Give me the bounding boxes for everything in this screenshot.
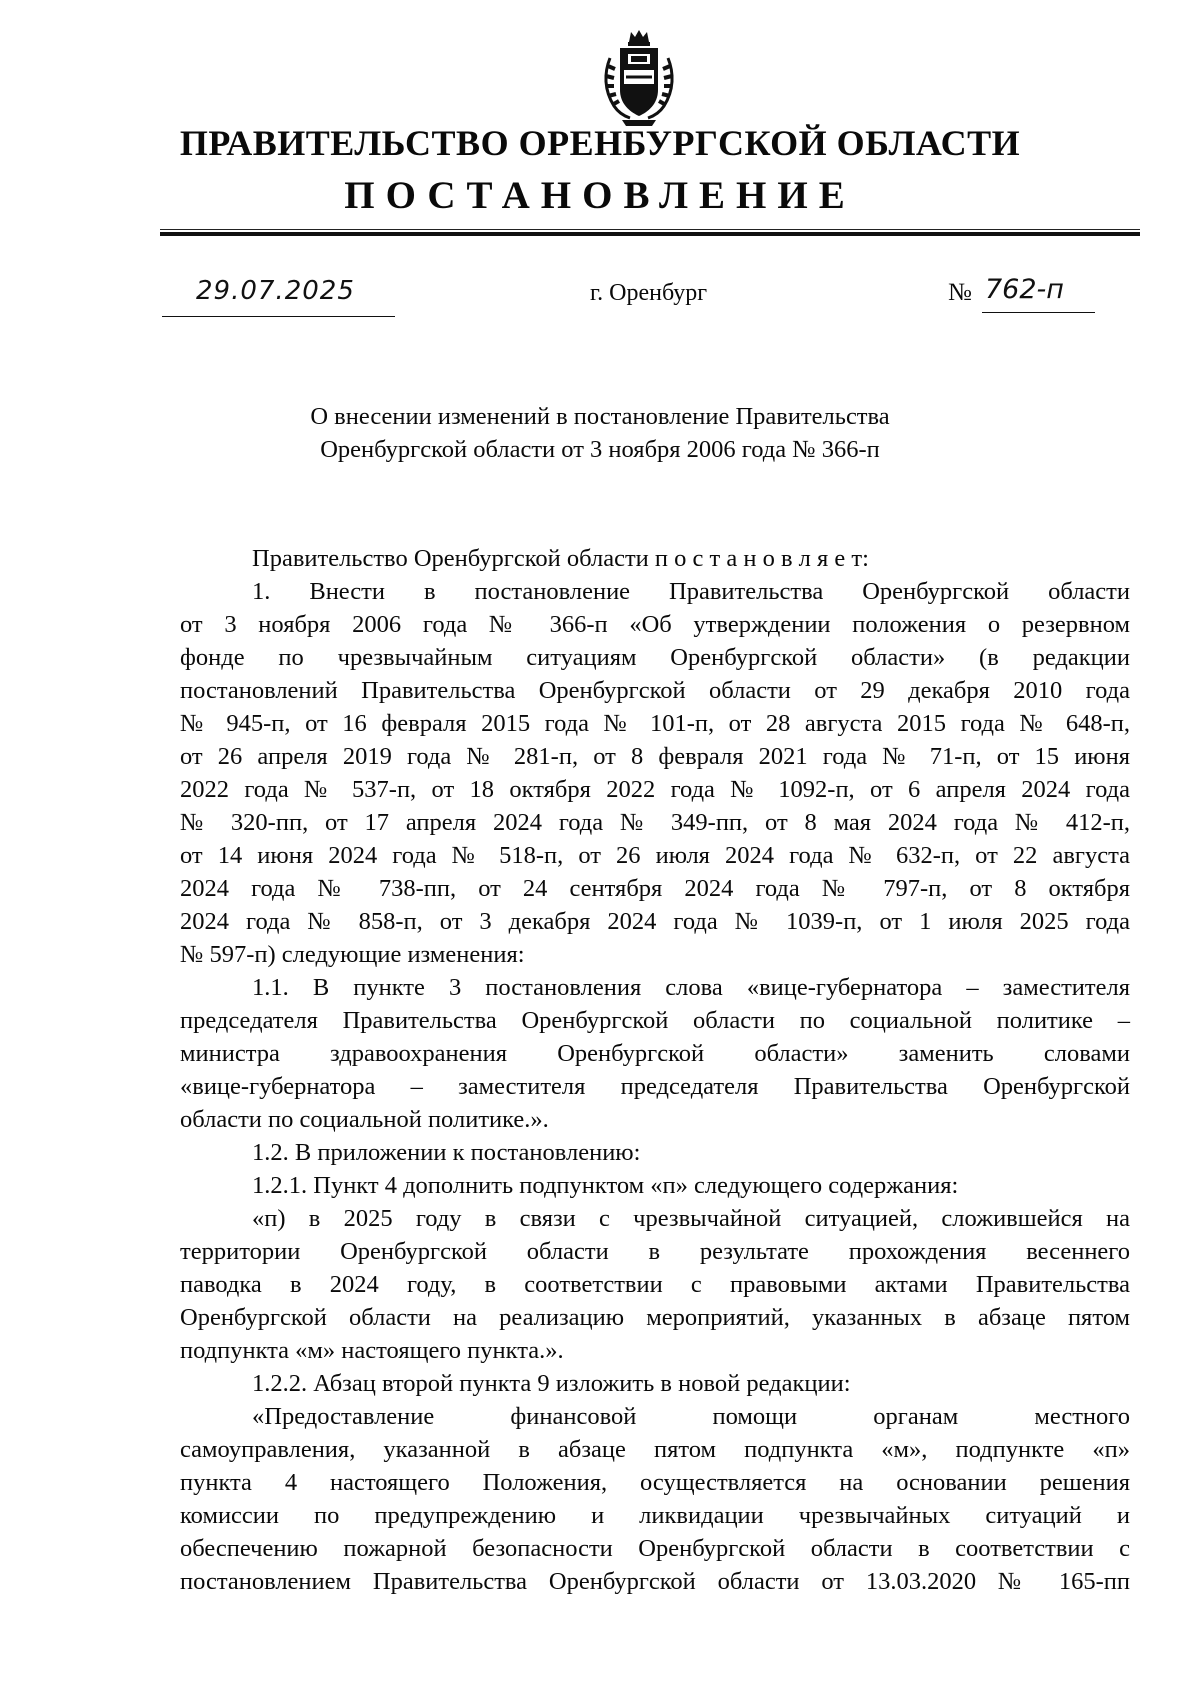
body-line: министра здравоохранения Оренбургской области» заменить словами <box>180 1040 1130 1067</box>
body-line: 2022 года № 537-п, от 18 октября 2022 года № 1092-п, от 6 апреля 2024 года <box>180 776 1130 803</box>
subject-line: О внесении изменений в постановление Правительства <box>310 403 890 430</box>
body-line: «вице-губернатора – заместителя председателя Правительства Оренбургской <box>180 1073 1130 1100</box>
body-line: постановлений Правительства Оренбургской области от 29 декабря 2010 года <box>180 677 1130 704</box>
body-line: 1.2.1. Пункт 4 дополнить подпунктом «п» следующего содержания: <box>252 1172 959 1199</box>
number-underline <box>982 312 1095 313</box>
body-line: Оренбургской области на реализацию мероприятий, указанных в абзаце пятом <box>180 1304 1130 1331</box>
document-number: 762-п <box>985 274 1064 305</box>
document-number-label: № <box>948 279 972 306</box>
body-line: № 320-пп, от 17 апреля 2024 года № 349-пп, от 8 мая 2024 года № 412-п, <box>180 809 1130 836</box>
body-line: от 3 ноября 2006 года № 366-п «Об утверждении положения о резервном <box>180 611 1130 638</box>
body-line: паводка в 2024 году, в соответствии с правовыми актами Правительства <box>180 1271 1130 1298</box>
document-body <box>180 542 1130 1598</box>
body-line: 1. Внести в постановление Правительства Оренбургской области <box>252 578 1130 605</box>
body-line: 1.2.2. Абзац второй пункта 9 изложить в новой редакции: <box>252 1370 851 1397</box>
document-city: г. Оренбург <box>590 280 708 306</box>
body-line: фонде по чрезвычайным ситуациям Оренбургской области» (в редакции <box>180 644 1130 671</box>
document-date: 29.07.2025 <box>196 276 355 306</box>
header-divider-thick <box>160 232 1140 236</box>
body-line: 1.2. В приложении к постановлению: <box>252 1139 641 1166</box>
government-title: ПРАВИТЕЛЬСТВО ОРЕНБУРГСКОЙ ОБЛАСТИ <box>179 123 1021 163</box>
body-line: постановлением Правительства Оренбургской области от 13.03.2020 № 165-пп <box>180 1568 1130 1595</box>
document-type-title: ПОСТАНОВЛЕНИЕ <box>344 174 856 217</box>
body-line: обеспечению пожарной безопасности Оренбургской области в соответствии с <box>180 1535 1130 1562</box>
body-line: самоуправления, указанной в абзаце пятом подпункта «м», подпункте «п» <box>180 1436 1130 1463</box>
body-line: 1.1. В пункте 3 постановления слова «вице-губернатора – заместителя <box>252 974 1130 1001</box>
body-line: 2024 года № 858-п, от 3 декабря 2024 года № 1039-п, от 1 июля 2025 года <box>180 908 1130 935</box>
body-line: 2024 года № 738-пп, от 24 сентября 2024 года № 797-п, от 8 октября <box>180 875 1130 902</box>
body-line: комиссии по предупреждению и ликвидации чрезвычайных ситуаций и <box>180 1502 1130 1529</box>
subject-line: Оренбургской области от 3 ноября 2006 года № 366-п <box>320 436 880 463</box>
body-line: от 26 апреля 2019 года № 281-п, от 8 февраля 2021 года № 71-п, от 15 июня <box>180 743 1130 770</box>
body-line: территории Оренбургской области в результате прохождения весеннего <box>180 1238 1130 1265</box>
body-line: от 14 июня 2024 года № 518-п, от 26 июля 2024 года № 632-п, от 22 августа <box>180 842 1130 869</box>
body-line: № 945-п, от 16 февраля 2015 года № 101-п, от 28 августа 2015 года № 648-п, <box>180 710 1130 737</box>
body-line: «Предоставление финансовой помощи органам местного <box>252 1403 1130 1430</box>
body-line: подпункта «м» настоящего пункта.». <box>180 1337 564 1364</box>
body-line: «п) в 2025 году в связи с чрезвычайной ситуацией, сложившейся на <box>252 1205 1130 1232</box>
header-divider-thin <box>160 229 1140 230</box>
document-subject <box>0 400 1200 466</box>
body-line: председателя Правительства Оренбургской области по социальной политике – <box>180 1007 1130 1034</box>
body-line: области по социальной политике.». <box>180 1106 549 1133</box>
body-line: пункта 4 настоящего Положения, осуществляется на основании решения <box>180 1469 1130 1496</box>
preamble: Правительство Оренбургской области п о с т а н о в л я е т: <box>252 545 869 572</box>
body-line: № 597-п) следующие изменения: <box>180 941 525 968</box>
date-underline <box>162 316 395 317</box>
coat-of-arms-emblem <box>598 28 680 128</box>
